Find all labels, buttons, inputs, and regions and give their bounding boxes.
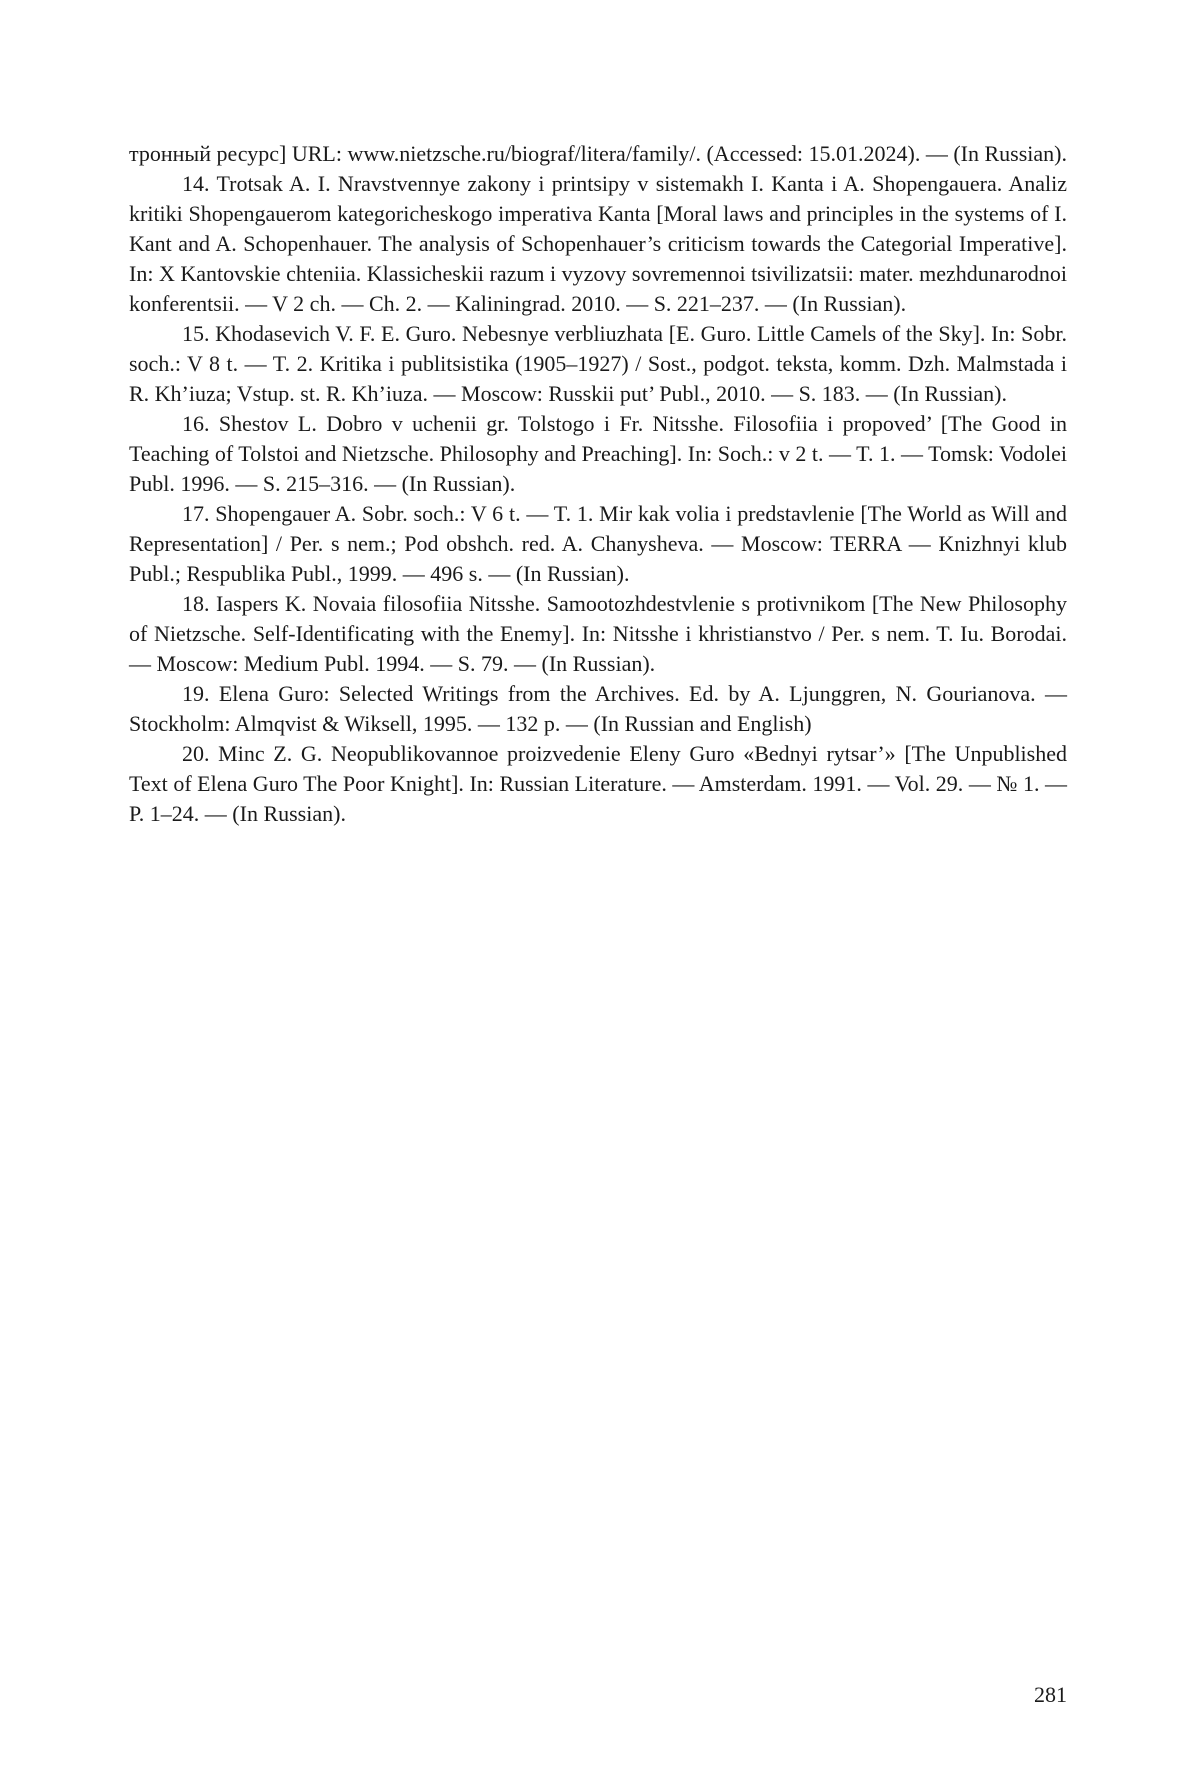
reference-entry-16: 16. Shestov L. Dobro v uchenii gr. Tolstogo i Fr. Nitsshe. Filosofiia i propoved’ [The Good in Teaching of Tolstoi and Nietzsche. Philosophy and Preaching]. In: Soch.: v 2 t. — T. 1. — Tomsk: Vodolei Publ. 1996. — S. 215–316. — (In Russian).	[129, 409, 1067, 499]
reference-entry-20: 20. Minc Z. G. Neopublikovannoe proizvedenie Eleny Guro «Bednyi rytsar’» [The Unpublished Text of Elena Guro The Poor Knight]. In: Russian Literature. — Amsterdam. 1991. — Vol. 29. — № 1. — P. 1–24. — (In Russian).	[129, 739, 1067, 829]
reference-list	[129, 139, 1067, 829]
reference-entry-19: 19. Elena Guro: Selected Writings from the Archives. Ed. by A. Ljunggren, N. Gourianova. — Stockholm: Almqvist & Wiksell, 1995. — 132 p. — (In Russian and English)	[129, 679, 1067, 739]
reference-entry-18: 18. Iaspers K. Novaia filosofiia Nitsshe. Samootozhdestvlenie s protivnikom [The New Philosophy of Nietzsche. Self-Identificating with the Enemy]. In: Nitsshe i khristianstvo / Per. s nem. T. Iu. Borodai. — Moscow: Medium Publ. 1994. — S. 79. — (In Russian).	[129, 589, 1067, 679]
reference-entry-14: 14. Trotsak A. I. Nravstvennye zakony i printsipy v sistemakh I. Kanta i A. Shopengauera. Analiz kritiki Shopengauerom kategoricheskogo imperativa Kanta [Moral laws and principles in the systems of I. Kant and A. Schopenhauer. The analysis of Schopenhauer’s criticism towards the Categorial Imperative]. In: X Kantovskie chteniia. Klassicheskii razum i vyzovy sovremennoi tsivilizatsii: mater. mezhdunarodnoi konferentsii. — V 2 ch. — Ch. 2. — Kaliningrad. 2010. — S. 221–237. — (In Russian).	[129, 169, 1067, 319]
reference-continuation: тронный ресурс] URL: www.nietzsche.ru/biograf/litera/family/. (Accessed: 15.01.2024). — (In Russian).	[129, 139, 1067, 169]
reference-entry-15: 15. Khodasevich V. F. E. Guro. Nebesnye verbliuzhata [E. Guro. Little Camels of the Sky]. In: Sobr. soch.: V 8 t. — T. 2. Kritika i publitsistika (1905–1927) / Sost., podgot. teksta, komm. Dzh. Malmstada i R. Kh’iuza; Vstup. st. R. Kh’iuza. — Moscow: Russkii put’ Publ., 2010. — S. 183. — (In Russian).	[129, 319, 1067, 409]
reference-entry-17: 17. Shopengauer A. Sobr. soch.: V 6 t. — T. 1. Mir kak volia i predstavlenie [The World as Will and Representation] / Per. s nem.; Pod obshch. red. A. Chanysheva. — Moscow: TERRA — Knizhnyi klub Publ.; Respublika Publ., 1999. — 496 s. — (In Russian).	[129, 499, 1067, 589]
page-number: 281	[0, 1680, 1067, 1710]
